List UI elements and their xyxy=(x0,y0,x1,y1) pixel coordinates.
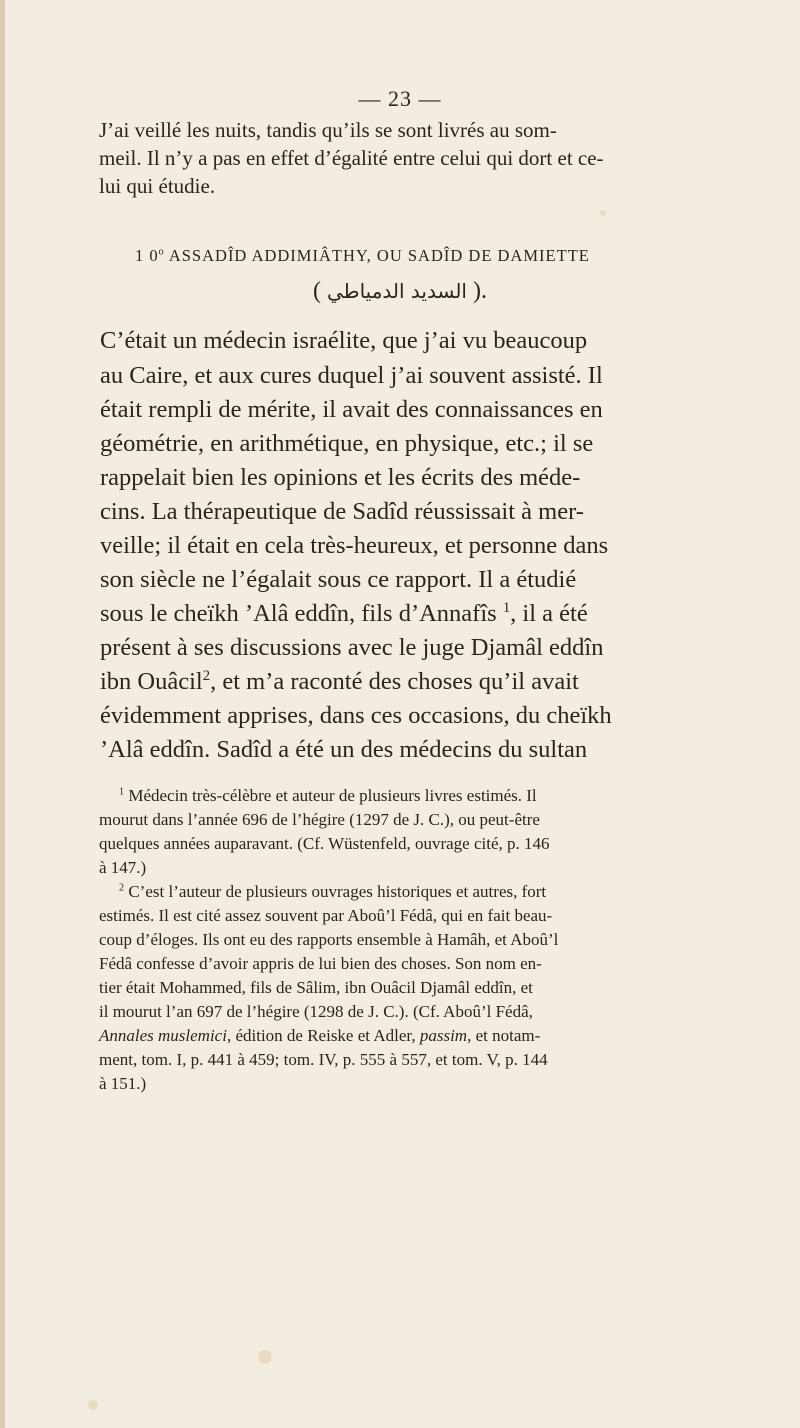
body-line: évidemment apprises, dans ces occasions, du cheïkh xyxy=(100,702,612,729)
footnote-2-line: estimés. Il est cité assez souvent par Aboû’l Fédâ, qui en fait beau- xyxy=(99,906,553,925)
footnote-1-line: mourut dans l’année 696 de l’hégire (1297 de J. C.), ou peut-être xyxy=(99,810,540,829)
body-line: veille; il était en cela très-heureux, et personne dans xyxy=(100,532,609,559)
heading-degree: o xyxy=(158,246,165,258)
footnote-2-mark: 2 xyxy=(119,882,125,894)
foxing-spot xyxy=(88,1400,98,1410)
body-line: était rempli de mérite, il avait des connaissances en xyxy=(100,396,603,423)
footnote-text: édition de Reiske et Adler, xyxy=(231,1026,420,1045)
body-line: ’Alâ eddîn. Sadîd a été un des médecins du sultan xyxy=(100,736,588,763)
foxing-spot xyxy=(600,210,606,216)
footnote-1-line xyxy=(119,786,537,806)
foxing-spot xyxy=(258,1350,272,1364)
footnote-2-line: tier était Mohammed, fils de Sâlim, ibn Ouâcil Djamâl eddîn, et xyxy=(99,978,533,997)
body-line: rappelait bien les opinions et les écrits des méde- xyxy=(100,464,581,491)
body-line: son siècle ne l’égalait sous ce rapport. Il a étudié xyxy=(100,566,577,593)
footnote-2-line: Fédâ confesse d’avoir appris de lui bien des choses. Son nom en- xyxy=(99,954,542,973)
footnote-1-line: à 147.) xyxy=(99,858,147,877)
footnote-text: et notam- xyxy=(471,1026,541,1045)
heading-number: 1 0 xyxy=(135,246,159,265)
footnote-2-line: coup d’éloges. Ils ont eu des rapports ensemble à Hamâh, et Aboû’l xyxy=(99,930,559,949)
footnote-2-line: ment, tom. I, p. 441 à 459; tom. IV, p. 555 à 557, et tom. V, p. 144 xyxy=(99,1050,548,1069)
body-text: sous le cheïkh ’Alâ eddîn, fils d’Annafîs xyxy=(100,600,497,628)
italic-passim: passim, xyxy=(419,1026,472,1045)
body-line: au Caire, et aux cures duquel j’ai souvent assisté. Il xyxy=(100,362,603,389)
body-line xyxy=(100,600,588,628)
footnote-2-line xyxy=(99,1026,540,1046)
page-edge xyxy=(0,0,5,1428)
footnote-text: Médecin très-célèbre et auteur de plusieurs livres estimés. Il xyxy=(128,786,537,805)
body-line: présent à ses discussions avec le juge Djamâl eddîn xyxy=(100,634,604,661)
section-heading xyxy=(135,246,590,266)
footnote-1-line: quelques années auparavant. (Cf. Wüstenfeld, ouvrage cité, p. 146 xyxy=(99,834,550,853)
footnote-2-line: à 151.) xyxy=(99,1074,147,1093)
footnote-text: C’est l’auteur de plusieurs ouvrages historiques et autres, fort xyxy=(128,882,547,901)
body-text: , et m’a raconté des choses qu’il avait xyxy=(210,668,579,696)
body-text: , il a été xyxy=(510,600,588,628)
footnote-ref-2: 2 xyxy=(202,668,211,684)
footnote-ref-1: 1 xyxy=(502,600,511,616)
footnote-2-line: il mourut l’an 697 de l’hégire (1298 de J. C.). (Cf. Aboû’l Fédâ, xyxy=(99,1002,533,1021)
footnote-2-line xyxy=(119,882,546,902)
intro-line: J’ai veillé les nuits, tandis qu’ils se sont livrés au som- xyxy=(99,118,557,142)
footnote-1-mark: 1 xyxy=(119,786,125,798)
italic-title: Annales muslemici, xyxy=(99,1026,232,1045)
body-line: C’était un médecin israélite, que j’ai vu beaucoup xyxy=(100,327,588,354)
heading-text: ASSADÎD ADDIMIÂTHY, OU SADÎD DE DAMIETTE xyxy=(164,246,590,265)
body-line: cins. La thérapeutique de Sadîd réussissait à mer- xyxy=(100,498,584,525)
intro-line: meil. Il n’y a pas en effet d’égalité entre celui qui dort et ce- xyxy=(99,146,604,170)
arabic-title: ( السديد الدمياطي ). xyxy=(313,278,487,304)
arabic-title-text: السديد الدمياطي xyxy=(327,279,467,303)
body-line xyxy=(100,668,579,696)
body-line: géométrie, en arithmétique, en physique, etc.; il se xyxy=(100,430,594,457)
intro-line: lui qui étudie. xyxy=(99,174,216,198)
page-number: — 23 — xyxy=(358,86,442,111)
body-text: ibn Ouâcil xyxy=(100,668,203,696)
